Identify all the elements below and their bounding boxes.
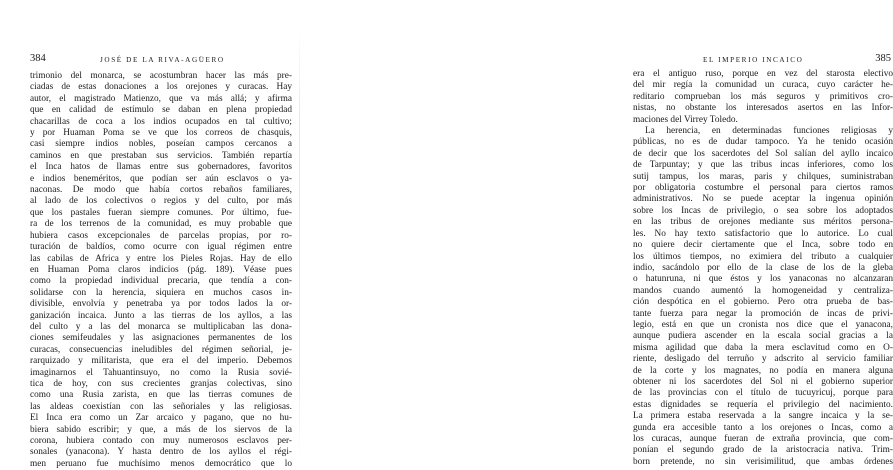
text-line: indio, sacándolo por ello de la clase de los de la gleba: [633, 262, 893, 273]
text-line: tica de hoy, con sus crecientes granjas colectivas, sino: [30, 378, 292, 389]
text-line: ciadas de estas donaciones a los orejones y curacas. Hay: [30, 82, 292, 93]
text-line: administrativos. No se puede aceptar la ingenua opinión: [633, 194, 893, 205]
text-line: riente, desligado del terruño y adscrito al servicio familiar: [633, 354, 893, 365]
left-page: [0, 0, 300, 469]
left-page-header: [30, 53, 290, 65]
text-line: casi siempre indios nobles, poseían campos cercanos a: [30, 139, 292, 150]
text-line: maciones del Virrey Toledo.: [633, 114, 738, 125]
text-line: las cabilas de Africa y entre los Pieles Rojas. Hay de ello: [30, 253, 292, 264]
text-line: men peruano fue muchísimo menos democrático que lo: [30, 458, 292, 469]
text-line: tante fuerza para negar la promoción de incas de privi-: [633, 308, 893, 319]
text-line: e indios beneméritos, que podían ser aún esclavos o ya-: [30, 173, 292, 184]
left-running-title: JOSÉ DE LA RIVA-AGÜERO: [100, 56, 225, 64]
text-line: trimonio del monarca, se acostumbran hacer las más pre-: [30, 71, 292, 81]
right-page-header: [633, 53, 891, 65]
right-running-title: EL IMPERIO INCAICO: [703, 56, 804, 64]
text-line: de decir que los sacerdotes del Sol salían del ayllo incaico: [633, 148, 893, 159]
text-line: como una Rusia zarista, en que las tierras comunes de: [30, 390, 292, 401]
text-line: de Tarpuntay; y que las tribus incas inferiores, como los: [633, 160, 893, 171]
text-line: los últimos tiempos, no eximiera del tributo a cualquier: [633, 251, 893, 262]
text-line: obtener ni los sacerdotes del Sol ni el gobierno superior: [633, 376, 893, 387]
text-line: naconas. De modo que había cortos rebaños familiares,: [30, 185, 292, 196]
text-line: estas dignidades se requería el privilegio del nacimiento.: [633, 399, 893, 410]
text-line: mandos cuando aumentó la homogeneidad y centraliza-: [633, 285, 893, 296]
text-line: y por Huaman Poma se ve que los correos de chasquis,: [30, 128, 292, 139]
text-line: turación de baldíos, como ocurre con igual régimen entre: [30, 242, 292, 253]
right-page-number: 385: [875, 53, 891, 64]
text-line: era el antiguo ruso, porque en vez del starosta electivo: [633, 69, 893, 79]
text-line: las aldeas coexistían con las señoriales y las religiosas.: [30, 401, 292, 412]
text-line: que los pastales fueran siempre comunes. Por último, fue-: [30, 207, 292, 218]
text-line: sonales (yanacona). Y hasta dentro de los ayllos el régi-: [30, 447, 292, 458]
text-line: biera sabido escribir; y que, a más de los siervos de la: [30, 424, 292, 435]
text-line: sutij tampus, los maras, paris y chilques, suministraban: [633, 171, 893, 182]
text-line: rarquizado y militarista, que era el del imperio. Debemos: [30, 356, 292, 367]
text-line: que en calidad de estímulo se daban en plena propiedad: [30, 105, 292, 116]
text-line: en las tribus de orejones mediante sus méritos persona-: [633, 217, 893, 228]
text-line: La primera estaba reservada a la sangre incaica y la se-: [633, 411, 893, 422]
text-line: nistas, no obstante los interesados asertos en las Infor-: [633, 103, 893, 114]
text-line: hubiera casos excepcionales de parcelas propias, por ro-: [30, 230, 292, 241]
text-line: los curacas, aunque fueran de extraña provincia, que com-: [633, 434, 893, 444]
text-line: autor, el magistrado Matienzo, que va más allá; y afirma: [30, 93, 292, 104]
text-line: al lado de los colectivos o regios y del culto, por más: [30, 196, 292, 207]
text-line: imaginarnos el Tahuantinsuyo, no como la Rusia sovié-: [30, 367, 292, 378]
text-line: o hatunruna, ni que éstos y los yanaconas no alcanzaran: [633, 274, 893, 285]
text-line: divisible, envolvía y penetraba ya por todos lados la or-: [30, 299, 292, 310]
text-line: no quiere decir ciertamente que el Inca, sobre todo en: [633, 240, 893, 251]
text-line: misma agilidad que daba la mera esclavitud como en O-: [633, 342, 893, 353]
text-line: caminos en que prestaban sus servicios. También repartía: [30, 150, 292, 161]
text-line: born pretende, no sin verisimilitud, que ambas órdenes: [633, 456, 893, 467]
text-line: ciones semifeudales y las asignaciones permanentes de los: [30, 333, 292, 344]
text-line: corona, hubiera contado con muy numerosos esclavos per-: [30, 436, 292, 446]
text-line: del mir regía la comunidad un curaca, cuyo carácter he-: [633, 80, 893, 91]
text-line: aunque pudiera ascender en la escala social gracias a la: [633, 331, 893, 342]
text-line: solidarse con la herencia, siquiera en muchos casos in-: [30, 287, 292, 298]
text-line: de las provincias con el título de tucuyricuj, porque para: [633, 388, 893, 399]
text-line: el Inca hatos de llamas entre sus gobernadores, favoritos: [30, 162, 292, 173]
text-line: ganización incaica. Junto a las tierras de los ayllos, a las: [30, 310, 292, 321]
text-line: de la corte y los magnates, no podía en manera alguna: [633, 365, 893, 376]
text-line: públicas, no es de dudar tampoco. Ya he tenido ocasión: [633, 137, 893, 148]
text-line: chacarillas de coca a los indios ocupados en tal cultivo;: [30, 116, 292, 127]
text-line: El Inca era como un Zar arcaico y pagano, que no hu-: [30, 413, 292, 424]
text-line: curacas, consecuencias ineludibles del régimen señorial, je-: [30, 344, 292, 355]
right-page-body: [633, 69, 893, 468]
text-line: La herencia, en determinadas funciones religiosas y: [645, 126, 893, 137]
text-line: del culto y a las del monarca se multiplicaban las dona-: [30, 321, 292, 332]
text-line: en Huaman Poma claros indicios (pág. 189). Véase pues: [30, 264, 292, 275]
left-page-body: [30, 71, 292, 470]
text-line: sobre los Incas de privilegio, o sea sobre los adoptados: [633, 205, 893, 216]
text-line: ponían el segundo grado de la aristocracia nativa. Trim-: [633, 445, 893, 456]
left-page-number: 384: [30, 53, 46, 64]
text-line: reditario comprueban los más seguros y primitivos cro-: [633, 91, 893, 102]
text-line: por obligatoria costumbre el personal para ciertos ramos: [633, 183, 893, 194]
text-line: ra de los terrenos de la comunidad, es muy probable que: [30, 219, 292, 230]
text-line: gunda era accesible tanto a los orejones o Incas, como a: [633, 422, 893, 433]
text-line: como la propiedad individual precaria, que tendía a con-: [30, 276, 292, 287]
text-line: ción despótica en el gobierno. Pero otra prueba de bas-: [633, 297, 893, 308]
right-page: [300, 0, 893, 467]
text-line: les. No hay texto satisfactorio que lo autorice. Lo cual: [633, 228, 893, 239]
text-line: legio, está en que un cronista nos dice que el yanacona,: [633, 319, 893, 330]
